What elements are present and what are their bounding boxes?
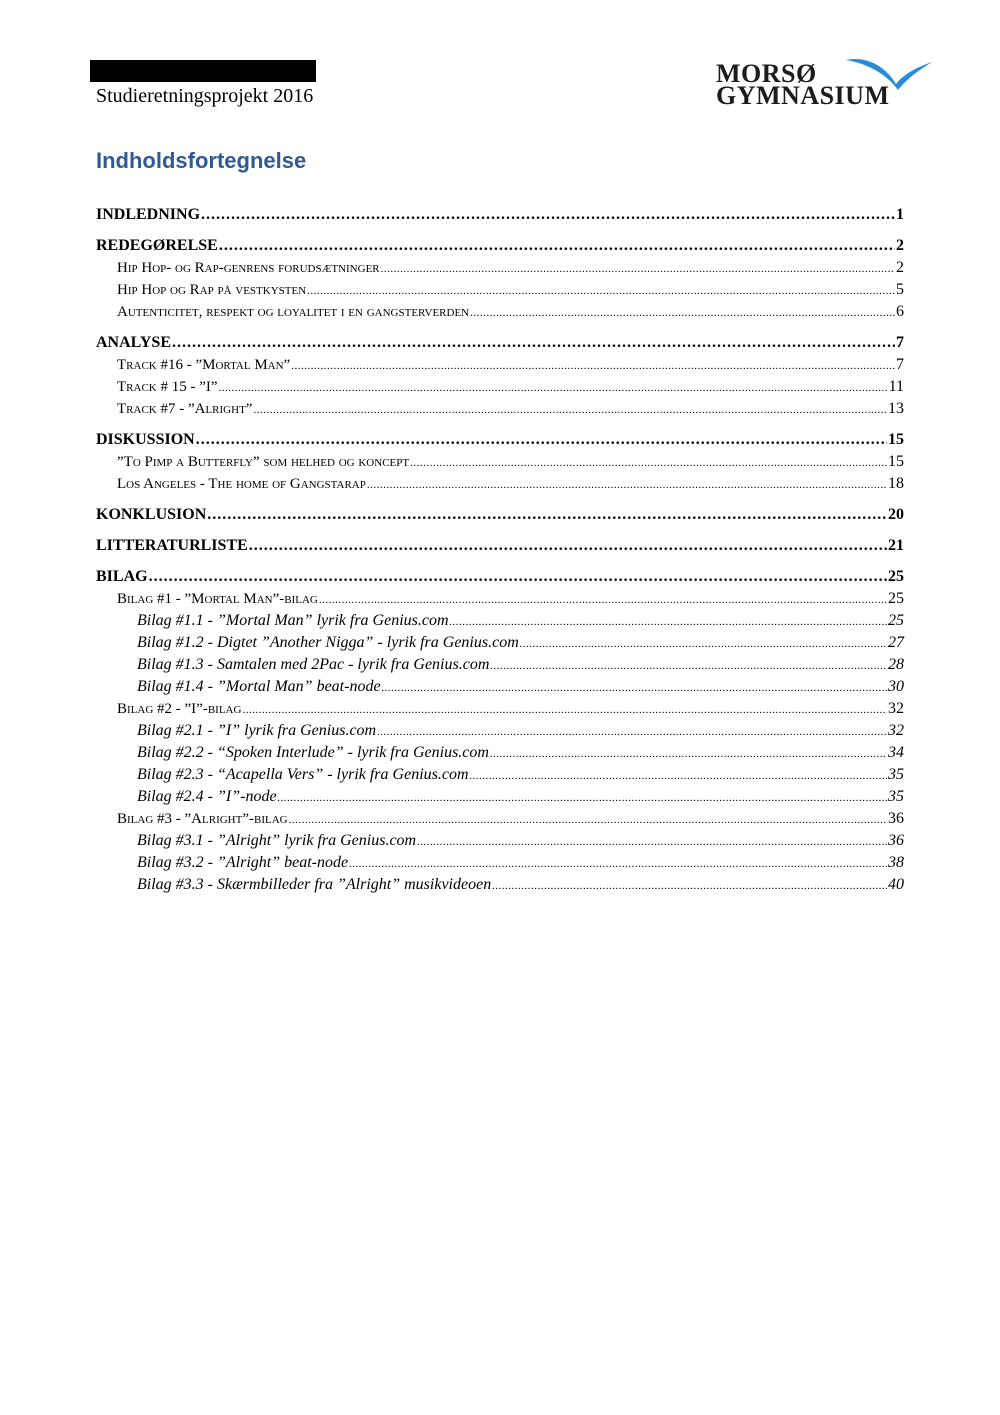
toc-entry-level3[interactable] [137,787,904,808]
toc-entry-level3[interactable] [137,633,904,654]
toc-entry-page-number: 15 [888,453,904,470]
toc-entry-level2[interactable] [117,399,904,420]
dot-leader [291,356,895,376]
toc-entry-level2[interactable] [117,355,904,376]
dot-leader [278,788,887,808]
toc-entry-page-number: 7 [896,334,904,351]
toc-entry-level1[interactable] [96,567,904,587]
toc-entry-label: Bilag #3.1 - ”Alright” lyrik fra Genius.com [137,832,417,849]
toc-entry-level2[interactable] [117,280,904,301]
toc-entry-level3[interactable] [137,831,904,852]
toc-entry-level3[interactable] [137,875,904,896]
toc-entry-label: LITTERATURLISTE [96,537,248,554]
toc-entry-label: Bilag #1.2 - Digtet ”Another Nigga” - lyrik fra Genius.com [137,634,519,651]
toc-entry-page-number: 2 [896,237,904,254]
toc-entry-level2[interactable] [117,302,904,323]
dot-leader [172,333,895,353]
toc-entry-label: Track #16 - ”Mortal Man” [117,357,291,373]
toc-entry-level1[interactable] [96,505,904,525]
toc-entry-level2[interactable] [117,699,904,720]
dot-leader [490,656,887,676]
dot-leader [242,700,887,720]
dot-leader [367,475,887,495]
toc-entry-label: Bilag #1 - ”Mortal Man”-bilag [117,591,318,607]
toc-entry-page-number: 25 [888,590,904,607]
logo-text-line2: GYMNASIUM [716,81,890,110]
bird-icon [844,54,934,94]
toc-entry-label: Track # 15 - ”I” [117,379,218,395]
dot-leader [307,281,895,301]
toc-entry-label: Bilag #3.3 - Skærmbilleder fra ”Alright” musikvideoen [137,876,492,893]
dot-leader [450,612,887,632]
toc-entry-page-number: 25 [888,612,904,629]
toc-entry-label: Bilag #1.4 - ”Mortal Man” beat-node [137,678,381,695]
dot-leader [319,590,887,610]
toc-entry-label: Los Angeles - The home of Gangstarap [117,476,366,492]
toc-entry-label: Bilag #2 - ”I”-bilag [117,701,242,717]
toc-entry-page-number: 5 [896,281,904,298]
header-subtitle: Studieretningsprojekt 2016 [96,85,314,107]
dot-leader [253,400,887,420]
toc-entry-page-number: 28 [888,656,904,673]
toc-entry-page-number: 38 [888,854,904,871]
toc-entry-page-number: 2 [896,259,904,276]
toc-entry-page-number: 20 [888,506,904,523]
toc-entry-page-number: 40 [888,876,904,893]
dot-leader [470,766,887,786]
toc-entry-level3[interactable] [137,721,904,742]
toc-entry-label: BILAG [96,568,148,585]
toc-entry-label: INDLEDNING [96,206,201,223]
dot-leader [149,567,887,587]
toc-entry-page-number: 7 [896,356,904,373]
toc-entry-page-number: 18 [888,475,904,492]
dot-leader [520,634,887,654]
toc-entry-label: Autenticitet, respekt og loyalitet i en gangsterverden [117,304,470,320]
toc-title: Indholdsfortegnelse [96,148,307,173]
toc-entry-label: ANALYSE [96,334,171,351]
toc-entry-level1[interactable] [96,333,904,353]
dot-leader [470,303,895,323]
toc-entry-label: ”To Pimp a Butterfly” som helhed og koncept [117,454,410,470]
toc-entry-label: Bilag #2.3 - “Acapella Vers” - lyrik fra Genius.com [137,766,469,783]
toc-entry-level1[interactable] [96,205,904,225]
toc-entry-level2[interactable] [117,377,904,398]
toc-entry-level3[interactable] [137,743,904,764]
toc-entry-level2[interactable] [117,258,904,279]
dot-leader [417,832,887,852]
toc-entry-level1[interactable] [96,236,904,256]
toc-entry-label: Track #7 - ”Alright” [117,401,253,417]
dot-leader [219,378,888,398]
toc-entry-level2[interactable] [117,452,904,473]
logo-text-line1: MORSØ [716,59,817,88]
toc-entry-level1[interactable] [96,536,904,556]
toc-entry-label: Bilag #3.2 - ”Alright” beat-node [137,854,349,871]
toc-entry-level1[interactable] [96,430,904,450]
toc-entry-level3[interactable] [137,765,904,786]
toc-entry-label: Bilag #1.3 - Samtalen med 2Pac - lyrik fra Genius.com [137,656,490,673]
toc-entry-label: Bilag #1.1 - ”Mortal Man” lyrik fra Genius.com [137,612,449,629]
dot-leader [377,722,887,742]
dot-leader [201,205,895,225]
school-logo [716,52,936,112]
toc-entry-page-number: 27 [888,634,904,651]
redacted-author-name [90,60,316,82]
toc-entry-page-number: 15 [888,431,904,448]
toc-entry-label: Hip Hop- og Rap-genrens forudsætninger [117,260,380,276]
toc-entry-page-number: 11 [888,378,904,395]
dot-leader [207,505,887,525]
toc-entry-label: REDEGØRELSE [96,237,218,254]
dot-leader [490,744,887,764]
toc-entry-label: Bilag #2.1 - ”I” lyrik fra Genius.com [137,722,377,739]
dot-leader [349,854,887,874]
dot-leader [382,678,887,698]
toc-entry-page-number: 6 [896,303,904,320]
toc-entry-page-number: 35 [888,766,904,783]
toc-entry-page-number: 36 [888,832,904,849]
toc-entry-level2[interactable] [117,589,904,610]
dot-leader [196,430,887,450]
toc-entry-page-number: 25 [888,568,904,585]
toc-entry-level3[interactable] [137,853,904,874]
toc-entry-page-number: 36 [888,810,904,827]
toc-entry-label: Bilag #3 - ”Alright”-bilag [117,811,288,827]
toc-entry-page-number: 30 [888,678,904,695]
toc-entry-page-number: 35 [888,788,904,805]
dot-leader [492,876,887,896]
toc-entry-label: DISKUSSION [96,431,195,448]
toc-entry-level3[interactable] [137,611,904,632]
toc-entry-level3[interactable] [137,655,904,676]
toc-entry-level3[interactable] [137,677,904,698]
toc-entry-label: Bilag #2.4 - ”I”-node [137,788,277,805]
toc-entry-page-number: 32 [888,700,904,717]
toc-entry-label: Hip Hop og Rap på vestkysten [117,282,307,298]
dot-leader [249,536,887,556]
toc-entry-page-number: 1 [896,206,904,223]
toc-entry-level2[interactable] [117,474,904,495]
toc-entry-page-number: 32 [888,722,904,739]
dot-leader [410,453,887,473]
toc-entry-label: KONKLUSION [96,506,207,523]
toc-entry-page-number: 21 [888,537,904,554]
dot-leader [289,810,887,830]
toc-entry-level2[interactable] [117,809,904,830]
dot-leader [381,259,895,279]
dot-leader [219,236,895,256]
toc-entry-page-number: 13 [888,400,904,417]
toc-entry-label: Bilag #2.2 - “Spoken Interlude” - lyrik fra Genius.com [137,744,489,761]
toc-entry-page-number: 34 [888,744,904,761]
